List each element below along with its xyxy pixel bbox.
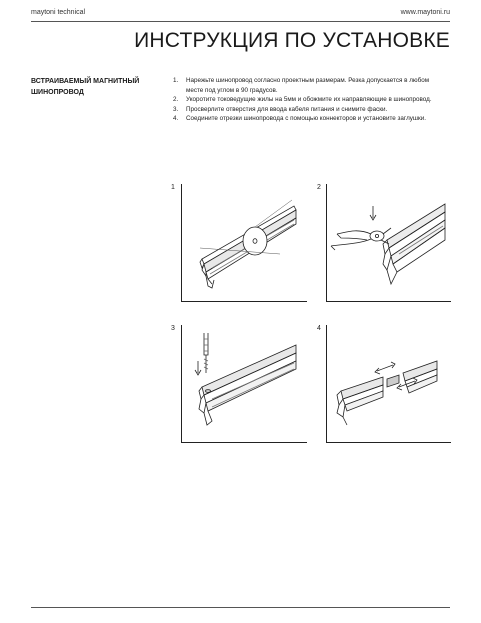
step-number: 4.: [173, 115, 179, 123]
step-text: Просверлите отверстия для ввода кабеля питания и снимите фаски.: [186, 105, 388, 113]
drilling-icon: [182, 325, 307, 442]
figure-4-label: 4: [317, 325, 321, 332]
figure-4-panel: [326, 325, 451, 443]
step-number: 3.: [173, 105, 179, 113]
header-site-link[interactable]: www.maytoni.ru: [400, 9, 450, 16]
figure-1-panel: [181, 184, 307, 302]
step-item: [173, 76, 448, 95]
figure-3-panel: [181, 325, 307, 443]
track-cutting-icon: [182, 184, 307, 301]
wire-crimping-icon: [327, 184, 451, 301]
figure-2-panel: [326, 184, 451, 302]
instruction-steps: [173, 76, 448, 124]
header-brand: maytoni technical: [31, 9, 86, 16]
step-item: [173, 95, 448, 105]
step-text: Укоротите токоведущие жилы на 5мм и обожмите их направляющие в шинопровод.: [186, 96, 432, 104]
figure-3-label: 3: [171, 325, 175, 332]
step-item: [173, 105, 448, 115]
step-number: 1.: [173, 77, 179, 84]
footer-divider: [31, 607, 450, 608]
figure-2-label: 2: [317, 184, 321, 191]
connector-joining-icon: [327, 325, 451, 442]
header-divider: [31, 21, 450, 22]
section-title: ВСТРАИВАЕМЫЙ МАГНИТНЫЙ ШИНОПРОВОД: [31, 78, 140, 96]
figure-1-label: 1: [171, 184, 175, 191]
page-title: ИНСТРУКЦИЯ ПО УСТАНОВКЕ: [134, 29, 450, 52]
step-number: 2.: [173, 96, 179, 104]
step-item: [173, 114, 448, 124]
step-text: Соедините отрезки шинопровода с помощью коннекторов и установите заглушки.: [186, 115, 426, 123]
step-text: Нарежьте шинопровод согласно проектным размерам. Резка допускается в любом месте под углом в 90 градусов.: [186, 77, 430, 94]
